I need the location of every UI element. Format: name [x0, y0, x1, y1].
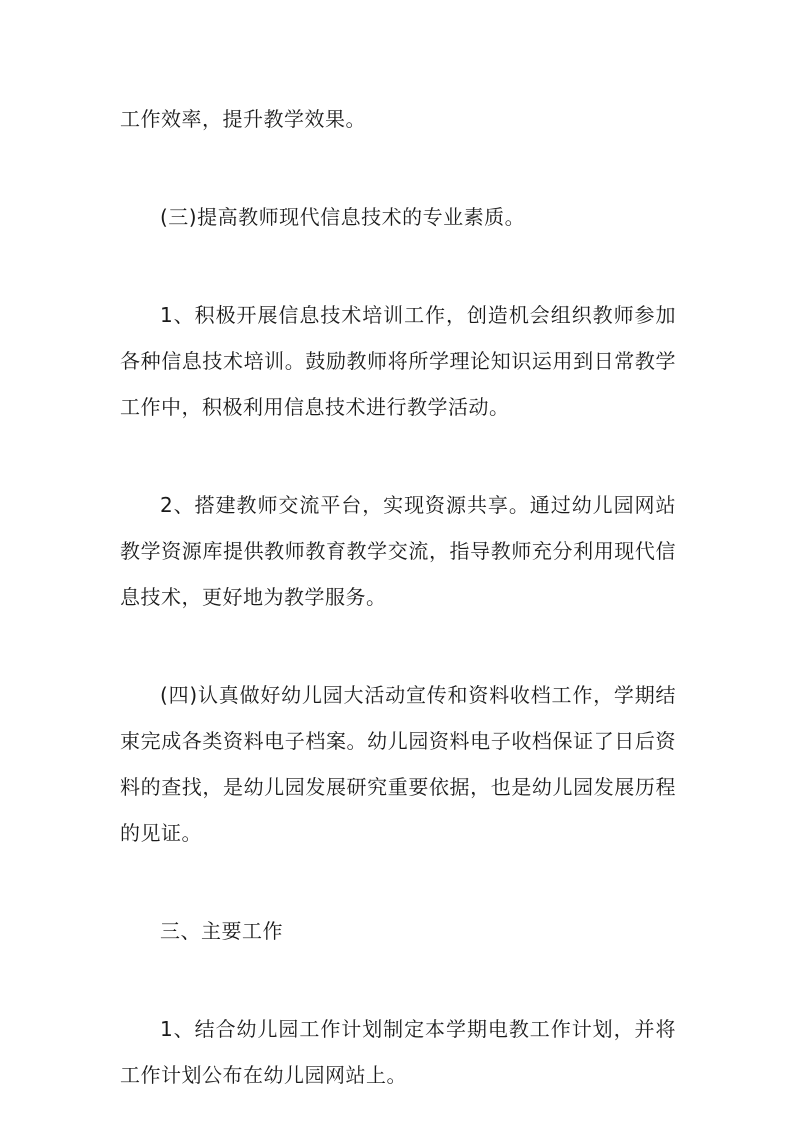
paragraph-work-plan: 1、结合幼儿园工作计划制定本学期电教工作计划，并将工作计划公布在幼儿园网站上。 — [120, 1017, 676, 1087]
paragraph-training: 1、积极开展信息技术培训工作，创造机会组织教师参加各种信息技术培训。鼓励教师将所学理论知识运用到日常教学工作中，积极利用信息技术进行教学活动。 — [120, 303, 676, 419]
paragraph-spacer — [120, 430, 676, 482]
paragraph-spacer — [120, 954, 676, 1006]
document-body — [120, 96, 676, 1098]
paragraph-continuation: 工作效率，提升教学效果。 — [120, 107, 366, 131]
paragraph-spacer — [120, 142, 676, 194]
paragraph-platform: 2、搭建教师交流平台，实现资源共享。通过幼儿园网站教学资源库提供教师教育教学交流，指导教师充分利用现代信息技术，更好地为教学服务。 — [120, 493, 676, 609]
paragraph-spacer — [120, 240, 676, 292]
section-heading-four: (四)认真做好幼儿园大活动宣传和资料收档工作，学期结束完成各类资料电子档案。幼儿园资料电子收档保证了日后资料的查找，是幼儿园发展研究重要依据，也是幼儿园发展历程的见证。 — [120, 683, 676, 845]
paragraph-spacer — [120, 620, 676, 672]
section-heading-main-work: 三、主要工作 — [160, 919, 283, 943]
section-heading-three: (三)提高教师现代信息技术的专业素质。 — [160, 205, 526, 229]
paragraph-spacer — [120, 856, 676, 908]
